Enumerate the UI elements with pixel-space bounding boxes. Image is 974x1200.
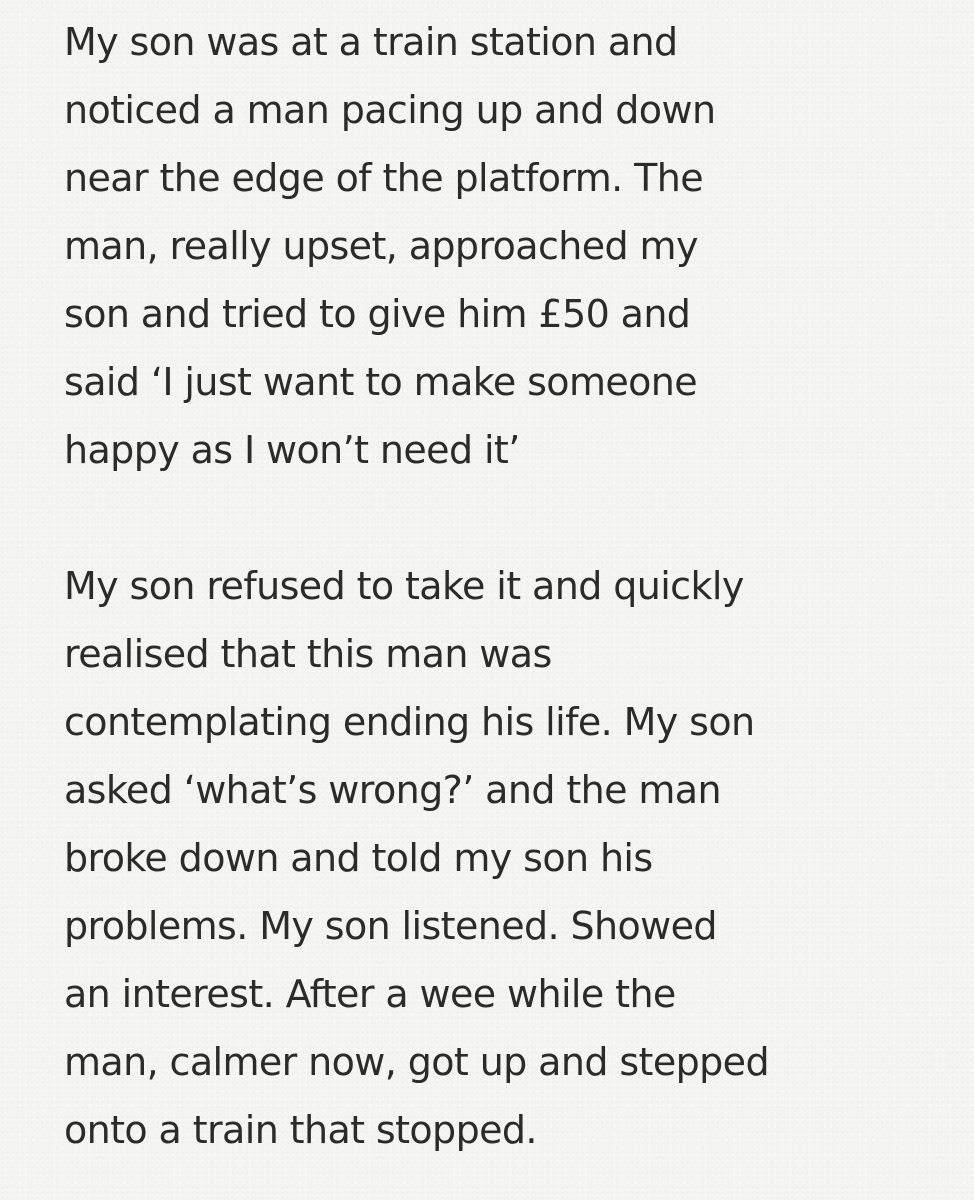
text-line: asked ‘what’s wrong?’ and the man	[64, 768, 721, 812]
text-line: said ‘I just want to make someone	[64, 360, 698, 404]
text-line: an interest. After a wee while the	[64, 972, 676, 1016]
text-line: onto a train that stopped.	[64, 1108, 537, 1152]
text-line: son and tried to give him £50 and	[64, 292, 691, 336]
text-line: problems. My son listened. Showed	[64, 904, 717, 948]
text-line: near the edge of the platform. The	[64, 156, 704, 200]
text-line: My son refused to take it and quickly	[64, 564, 744, 608]
paragraph-1	[64, 8, 944, 484]
text-line: man, really upset, approached my	[64, 224, 698, 268]
text-line: happy as I won’t need it’	[64, 428, 520, 472]
text-line: broke down and told my son his	[64, 836, 653, 880]
text-line: My son was at a train station and	[64, 20, 678, 64]
text-line: contemplating ending his life. My son	[64, 700, 755, 744]
text-line: man, calmer now, got up and stepped	[64, 1040, 769, 1084]
text-line: noticed a man pacing up and down	[64, 88, 716, 132]
text-line: realised that this man was	[64, 632, 552, 676]
paragraph-2	[64, 552, 944, 1164]
paragraph-spacer	[64, 484, 944, 552]
